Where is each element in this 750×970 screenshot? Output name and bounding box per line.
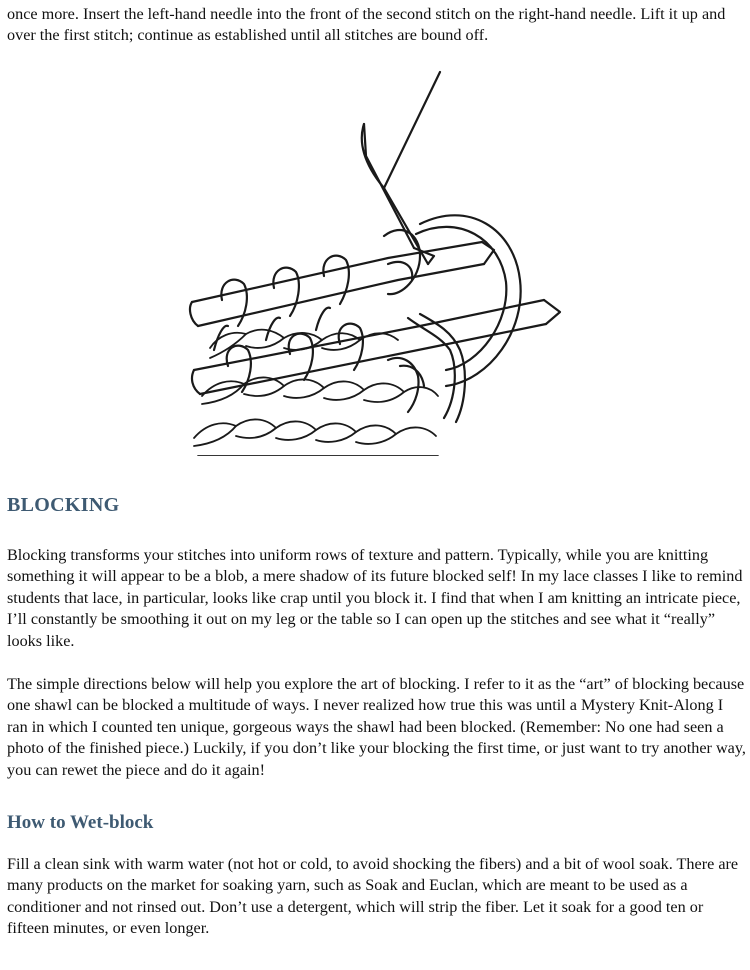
- bind-off-illustration: [188, 68, 568, 456]
- intro-paragraph: once more. Insert the left-hand needle into the front of the second stitch on the right-hand needle. Lift it up and over the first stitch; continue as established until all stitches are bound off.: [7, 5, 726, 45]
- left-needle: [190, 242, 494, 326]
- working-needle: [362, 72, 440, 264]
- section-heading-blocking: BLOCKING: [7, 494, 120, 516]
- subheading-how-to-wet-block: How to Wet-block: [7, 812, 154, 833]
- blocking-paragraph-2: The simple directions below will help you explore the art of blocking. I refer to it as the “art” of blocking because one shawl can be blocked a multitude of ways. I never realized how true this was until a Mystery Knit-Along I ran in which I counted ten unique, gorgeous ways the shawl had been blocked. (Remember: No one had seen a photo of the finished piece.) Luckily, if you don’t like your blocking the first time, or just want to try another way, you can rewet the piece and do it again!: [7, 675, 746, 779]
- blocking-paragraph-1: Blocking transforms your stitches into uniform rows of texture and pattern. Typically, while you are knitting something it will appear to be a blob, a mere shadow of its future blocked self! In my lace classes I like to remind students that lace, in particular, looks like crap until you block it. I find that when I am knitting an intricate piece, I’ll constantly be smoothing it out on my leg or the table so I can open up the stitches and see what it “really” looks like.: [7, 546, 743, 650]
- wet-block-paragraph: Fill a clean sink with warm water (not hot or cold, to avoid shocking the fibers) and a bit of wool soak. There are many products on the market for soaking yarn, such as Soak and Euclan, which are meant to be used as a conditioner and not rinsed out. Don’t use a detergent, which will strip the fiber. Let it soak for a good ten or fifteen minutes, or even longer.: [7, 855, 739, 938]
